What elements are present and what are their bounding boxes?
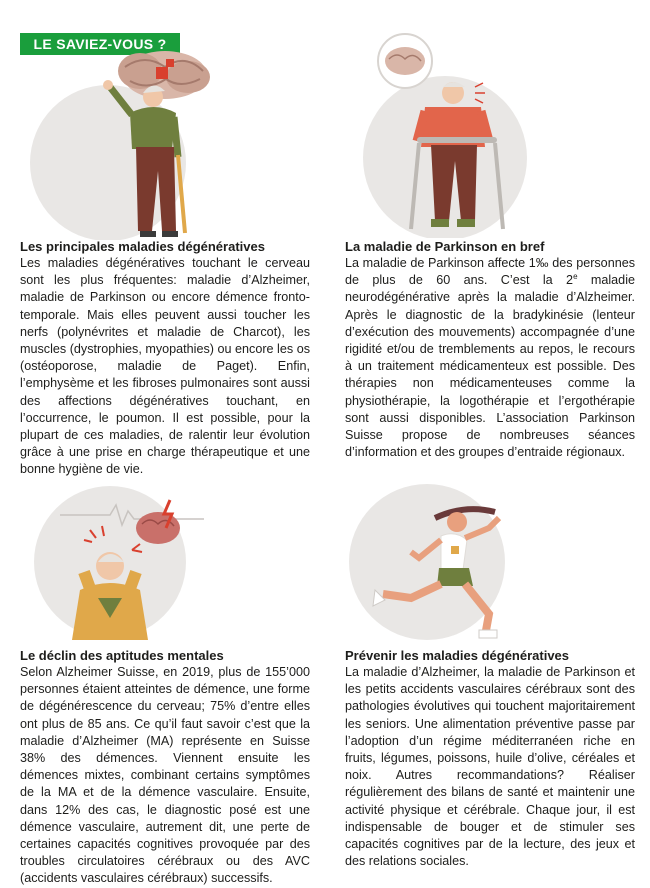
section-body: Selon Alzheimer Suisse, en 2019, plus de 155’000 personnes étaient atteintes de démence, une forme de dégénérescence du cerveau; 75% d’entre elles ont plus de 85 ans. Ce qu’il faut savoir c’est que la maladie d’Alzheimer (MA) représente en Suisse 38% des démences. Viennent ensuite les démences mixtes, combinant certains symptômes de la MA et de la démence vasculaire. Ensuite, dans 12% des cas, le diagnostic posé est une démence vasculaire, autrement dit, une perte de certaines capacités cognitives provoquée par des troubles circulatoires cérébraux ou des AVC (accidents vasculaires cérébraux) successifs. [20, 665, 310, 886]
section-title: La maladie de Parkinson en bref [345, 239, 545, 254]
section-title: Prévenir les maladies dégénératives [345, 648, 570, 663]
section-title: Le déclin des aptitudes mentales [20, 648, 224, 663]
section-body: La maladie de Parkinson affecte 1‰ des personnes de plus de 60 ans. C’est la 2e maladie neurodégénérative après la maladie d’Alzheimer. Après le diagnostic de la bradykinésie (lenteur d’exécution des mouvements) accompagnée d’une rigidité et/ou de tremblements au repos, le recours à un traitement médicamenteux est possible. Des thérapies non médicamenteuses comme la physiothérapie, la logothérapie et l’ergothérapie sont aussi disponibles. L’association Parkinson Suisse propose de nombreuses séances d’information et des groupes d’entraide régionaux. [345, 256, 635, 460]
section-badge: LE SAVIEZ-VOUS ? [20, 33, 180, 55]
section-body: La maladie d’Alzheimer, la maladie de Parkinson et les petits accidents vasculaires cérébraux sont des pathologies évolutives qui touchent majoritairement les seniors. Une alimentation préventive passe par l’adoption d’un régime méditerranéen riche en fruits, légumes, poissons, huile d’olive, céréales et noix. Autres recommandations? Réaliser régulièrement des bilans de santé et maintenir une activité physique et cérébrale. Chaque jour, il est indispensable de bouger et de stimuler ses capacités cognitives par de la lecture, des jeux et des relations sociales. [345, 665, 635, 869]
section-body: Les maladies dégénératives touchant le cerveau sont les plus fréquentes: maladie d’Alzheimer, maladie de Parkinson ou encore démence fronto-temporale. Mais elles peuvent aussi toucher les nerfs (polynévrites et maladie de Charcot), les muscles (dystrophies, myopathies) ou encore les os (ostéoporose, maladie de Paget). Enfin, l’emphysème et les fibroses pulmonaires sont aussi des affections dégénératives touchant, en l’occurrence, le poumon. Il est possible, pour la plupart de ces maladies, de ralentir leur évolution grâce à une prise en charge thérapeutique et une bonne hygiène de vie. [20, 256, 310, 477]
alzheimer-woman-illustration [20, 45, 260, 240]
section-parkinson [345, 238, 635, 461]
section-degenerative-diseases [20, 238, 310, 479]
dementia-man-illustration [20, 480, 260, 645]
section-mental-decline [20, 647, 310, 888]
running-woman-illustration [345, 480, 585, 645]
section-prevention [345, 647, 635, 870]
parkinson-man-illustration [345, 33, 585, 238]
section-title: Les principales maladies dégénératives [20, 239, 265, 254]
